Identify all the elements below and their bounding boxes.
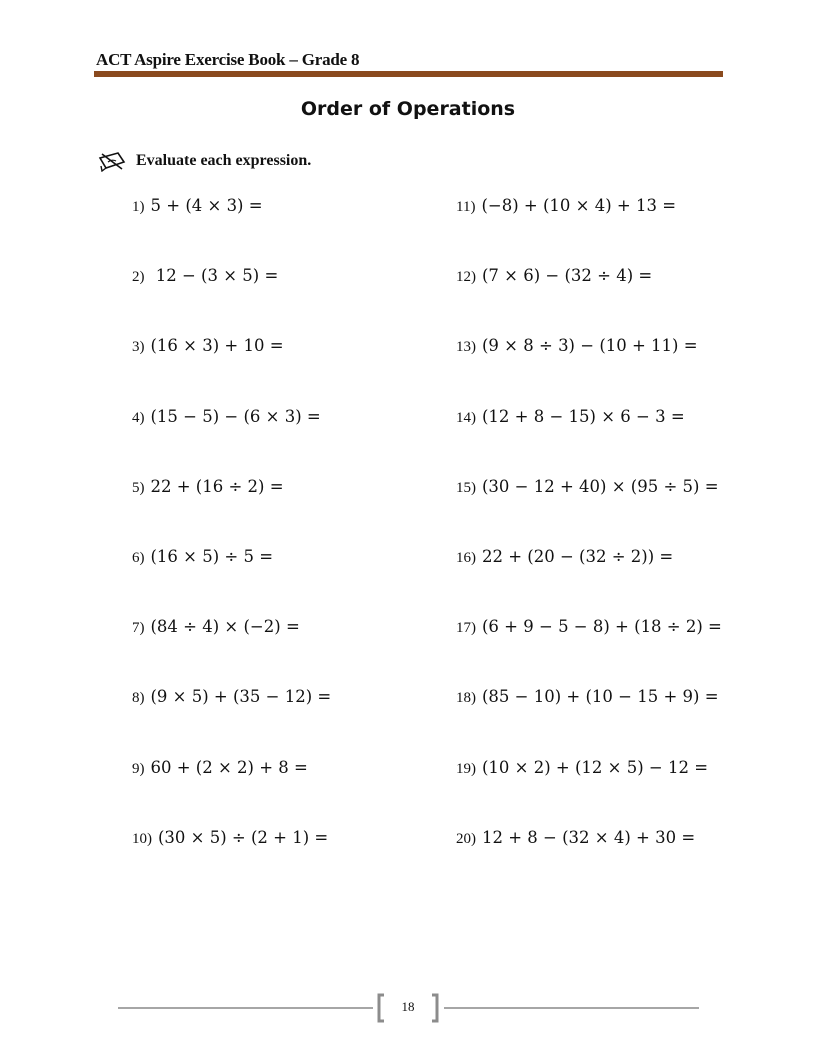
problem-item [456,477,719,497]
problem-number: 8) [132,690,145,707]
problem-item [132,547,273,567]
problem-number: 10) [132,830,152,847]
problem-item [132,758,308,778]
problem-number: 17) [456,620,476,637]
problem-expression: 60 + (2 × 2) + 8 = [150,757,308,777]
problem-expression: (30 − 12 + 40) × (95 ÷ 5) = [482,476,719,496]
problem-item [456,617,722,637]
problem-expression: (9 × 8 ÷ 3) − (10 + 11) = [482,336,698,356]
problem-number: 16) [456,550,476,566]
problem-item [132,336,284,356]
footer-right-bracket [430,993,442,1023]
problem-item [132,617,300,637]
problem-item [132,828,328,848]
header-title: ACT Aspire Exercise Book – Grade 8 [96,50,360,69]
problem-expression: 12 − (3 × 5) = [150,266,279,286]
footer-left-bracket [374,993,386,1023]
problem-item [456,196,676,216]
problem-expression: 22 + (20 − (32 ÷ 2)) = [482,547,674,566]
problem-item [456,407,685,427]
problem-number: 13) [456,339,476,356]
problem-number: 5) [132,479,145,496]
problem-item [132,266,278,286]
problem-number: 1) [132,199,145,215]
problem-number: 7) [132,620,145,637]
problem-item [132,687,331,707]
problem-expression: (12 + 8 − 15) × 6 − 3 = [482,406,685,426]
problem-expression: (16 × 5) ÷ 5 = [150,547,274,566]
problem-item [132,477,284,497]
pencil-writing-icon [98,150,128,172]
problem-item [456,687,719,707]
problem-expression: (84 ÷ 4) × (−2) = [150,617,300,637]
problem-number: 15) [456,479,476,496]
problem-item [456,266,652,286]
problem-number: 11) [456,199,476,215]
problem-expression: 22 + (16 ÷ 2) = [150,476,284,496]
problem-number: 12) [456,269,476,286]
problem-number: 14) [456,409,476,426]
problem-number: 2) [132,269,145,286]
problem-expression: (6 + 9 − 5 − 8) + (18 ÷ 2) = [482,617,722,637]
problem-item [456,758,708,778]
problem-number: 4) [132,409,145,426]
problem-item [132,407,321,427]
problem-expression: (9 × 5) + (35 − 12) = [150,687,332,707]
problem-expression: (7 × 6) − (32 ÷ 4) = [482,266,653,286]
footer-line-right [444,1007,699,1009]
problem-item [132,196,263,216]
problem-expression: 12 + 8 − (32 × 4) + 30 = [482,827,696,847]
problem-expression: (10 × 2) + (12 × 5) − 12 = [482,757,709,777]
page-title: Order of Operations [300,98,516,120]
problem-number: 9) [132,760,145,777]
problem-expression: (30 × 5) ÷ (2 + 1) = [158,827,329,847]
problem-expression: (15 − 5) − (6 × 3) = [150,406,321,426]
problem-expression: (85 − 10) + (10 − 15 + 9) = [482,687,719,707]
problem-item [456,828,695,848]
problem-number: 6) [132,550,145,566]
problem-number: 19) [456,760,476,777]
instruction-text: Evaluate each expression. [136,152,312,169]
problem-expression: (16 × 3) + 10 = [150,336,284,356]
problem-number: 20) [456,830,476,847]
page-number: 18 [401,999,415,1014]
problem-number: 3) [132,339,145,356]
footer-line-left [118,1007,373,1009]
problem-expression: 5 + (4 × 3) = [150,196,263,215]
problem-expression: (−8) + (10 × 4) + 13 = [481,196,677,215]
problem-item [456,547,673,567]
problem-number: 18) [456,690,476,707]
problem-item [456,336,698,356]
instruction [98,150,311,172]
header-divider [94,71,723,77]
